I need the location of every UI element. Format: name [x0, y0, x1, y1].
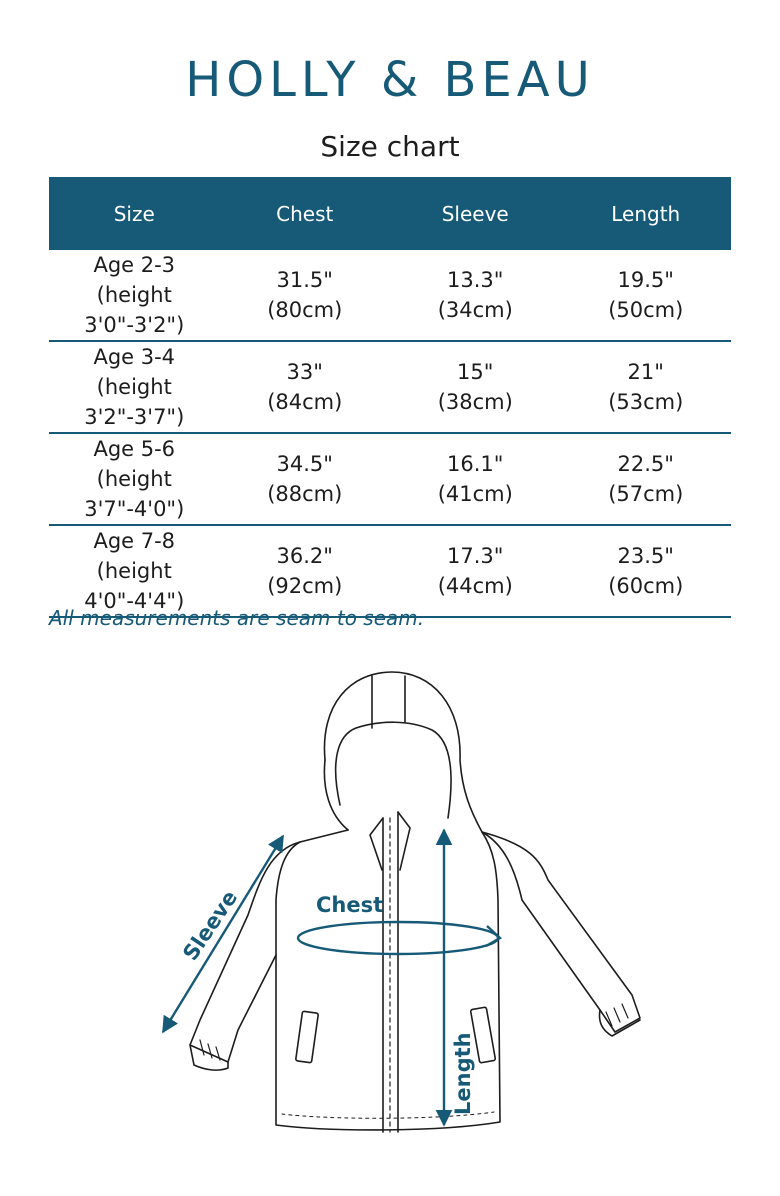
sleeve-inches: 17.3"	[447, 544, 504, 568]
sleeve-inches: 15"	[457, 360, 494, 384]
length-cm: (57cm)	[608, 482, 684, 506]
length-cm: (50cm)	[608, 298, 684, 322]
hood-inner	[336, 722, 451, 818]
jacket-outline	[190, 672, 640, 1132]
chest-cm: (84cm)	[267, 390, 343, 414]
chest-inches: 34.5"	[276, 452, 333, 476]
size-age: Age 2-3	[93, 253, 176, 277]
sleeve-cm: (41cm)	[437, 482, 513, 506]
sleeve-cm: (38cm)	[437, 390, 513, 414]
sleeve-cm: (44cm)	[437, 574, 513, 598]
chest-label: Chest	[316, 893, 384, 917]
chest-inches: 31.5"	[276, 268, 333, 292]
chest-cm: (92cm)	[267, 574, 343, 598]
column-header-sleeve: Sleeve	[390, 177, 561, 250]
size-height: (height 3'7"-4'0")	[84, 467, 185, 521]
sleeve-label: Sleeve	[178, 886, 243, 965]
hood-outline	[324, 672, 482, 832]
column-header-length: Length	[561, 177, 732, 250]
column-header-chest: Chest	[220, 177, 391, 250]
measurement-guides	[163, 830, 500, 1125]
brand-logo: HOLLY & BEAU	[185, 52, 595, 108]
length-cm: (60cm)	[608, 574, 684, 598]
size-age: Age 5-6	[93, 437, 176, 461]
left-pocket	[296, 1011, 319, 1063]
size-height: (height 3'0"-3'2")	[84, 283, 185, 337]
page-title: Size chart	[320, 130, 460, 163]
length-label: Length	[451, 1032, 475, 1115]
sleeve-inches: 13.3"	[447, 268, 504, 292]
sleeve-cm: (34cm)	[437, 298, 513, 322]
right-sleeve	[482, 832, 640, 1032]
length-inches: 22.5"	[617, 452, 674, 476]
sleeve-arrow	[163, 836, 283, 1032]
chest-inches: 33"	[286, 360, 323, 384]
measurement-note: All measurements are seam to seam.	[49, 606, 425, 630]
length-inches: 23.5"	[617, 544, 674, 568]
chest-inches: 36.2"	[276, 544, 333, 568]
column-header-size: Size	[49, 177, 220, 250]
size-age: Age 3-4	[93, 345, 176, 369]
size-height: (height 4'0"-4'4")	[84, 559, 185, 613]
length-inches: 21"	[627, 360, 664, 384]
length-inches: 19.5"	[617, 268, 674, 292]
sleeve-inches: 16.1"	[447, 452, 504, 476]
chest-cm: (88cm)	[267, 482, 343, 506]
size-age: Age 7-8	[93, 529, 176, 553]
size-height: (height 3'2"-3'7")	[84, 375, 185, 429]
length-cm: (53cm)	[608, 390, 684, 414]
chest-cm: (80cm)	[267, 298, 343, 322]
